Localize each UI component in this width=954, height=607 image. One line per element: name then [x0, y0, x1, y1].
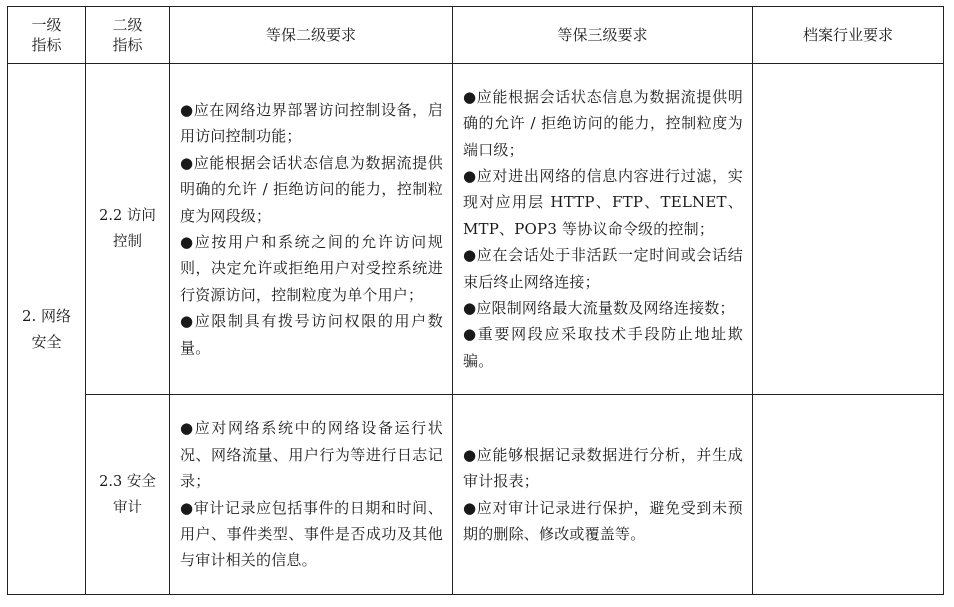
- requirement-item: ●应对进出网络的信息内容进行过滤，实现对应用层 HTTP、FTP、TELNET、MTP、POP3 等协议命令级的控制；: [463, 166, 743, 238]
- header-dengbao2: 等保二级要求: [170, 7, 453, 64]
- dengbao3-cell-access-control: [453, 64, 753, 395]
- requirement-item: ●应对网络系统中的网络设备运行状况、网络流量、用户行为等进行日志记录；: [180, 419, 443, 491]
- archive-cell-security-audit: [753, 395, 944, 595]
- requirement-item: ●应限制网络最大流量数及网络连接数；: [463, 299, 735, 318]
- archive-cell-access-control: [753, 64, 944, 395]
- dengbao2-cell-security-audit: [170, 395, 453, 595]
- requirement-item: ●应能根据会话状态信息为数据流提供明确的允许 / 拒绝访问的能力，控制粒度为网段级；: [180, 153, 443, 225]
- header-archive: 档案行业要求: [753, 7, 944, 64]
- level1-cell: 2. 网络 安全: [8, 64, 86, 595]
- header-level1: 一级 指标: [8, 7, 86, 64]
- requirement-item: ●应按用户和系统之间的允许访问规则，决定允许或拒绝用户对受控系统进行资源访问，控制粒度为单个用户；: [180, 233, 443, 304]
- header-dengbao3: 等保三级要求: [453, 7, 753, 64]
- dengbao3-cell-security-audit: [453, 395, 753, 595]
- requirement-item: ●应限制具有拨号访问权限的用户数量。: [180, 312, 443, 357]
- requirement-item: ●应能够根据记录数据进行分析，并生成审计报表；: [463, 445, 743, 491]
- requirement-item: ●审计记录应包括事件的日期和时间、用户、事件类型、事件是否成功及其他与审计相关的信息。: [180, 498, 443, 570]
- requirement-item: ●应能根据会话状态信息为数据流提供明确的允许 / 拒绝访问的能力，控制粒度为端口级；: [463, 87, 743, 159]
- level2-cell-security-audit: 2.3 安全 审计: [86, 395, 170, 595]
- requirements-table: [7, 6, 944, 595]
- table-row-security-audit: [8, 395, 944, 595]
- requirement-item: ●应对审计记录进行保护，避免受到未预期的删除、修改或覆盖等。: [463, 498, 743, 543]
- requirement-item: ●重要网段应采取技术手段防止地址欺骗。: [463, 325, 743, 370]
- requirement-item: ●应在网络边界部署访问控制设备，启用访问控制功能；: [180, 100, 443, 146]
- dengbao2-cell-access-control: [170, 64, 453, 395]
- header-level2: 二级 指标: [86, 7, 170, 64]
- table-row-access-control: [8, 64, 944, 395]
- header-row: [8, 7, 944, 64]
- level2-cell-access-control: 2.2 访问 控制: [86, 64, 170, 395]
- requirement-item: ●应在会话处于非活跃一定时间或会话结束后终止网络连接；: [463, 246, 743, 291]
